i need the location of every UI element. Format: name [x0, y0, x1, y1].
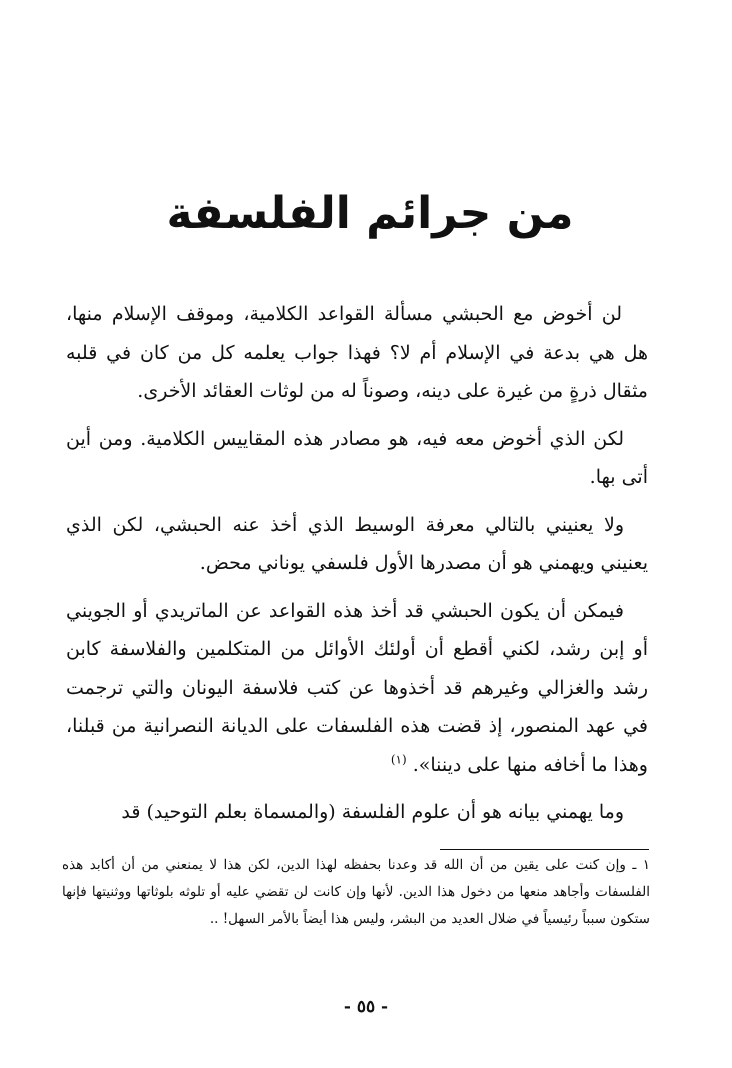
page-number: - ٥٥ -: [343, 997, 389, 1017]
paragraph-2: لكن الذي أخوض معه فيه، هو مصادر هذه المقاييس الكلامية. ومن أين أتى بها.: [66, 427, 648, 488]
footnote-reference: (١): [390, 752, 407, 767]
chapter-title: من جرائم الفلسفة: [166, 188, 574, 239]
paragraph-3: ولا يعنيني بالتالي معرفة الوسيط الذي أخذ عنه الحبشي، لكن الذي يعنيني ويهمني هو أن مصدرها الأول فلسفي يوناني محض.: [66, 513, 648, 574]
paragraph-4: [66, 592, 648, 785]
paragraph-4-text: فيمكن أن يكون الحبشي قد أخذ هذه القواعد عن الماتريدي أو الجويني أو إبن رشد، لكني أقطع أن أولئك الأوائل من المتكلمين والفلاسفة كابن رشد والغزالي وغيرهم قد أخذوها عن كتب فلاسفة اليونان والتي ترجمت في عهد المنصور، إذ قضت هذه الفلسفات على الديانة النصرانية من قبلنا، وهذا ما أخافه منها على ديننا».: [66, 599, 648, 776]
footnote-divider: [440, 849, 649, 850]
paragraph-1: لن أخوض مع الحبشي مسألة القواعد الكلامية، وموقف الإسلام منها، هل هي بدعة في الإسلام أم لا؟ فهذا جواب يعلمه كل من كان في قلبه مثقال ذرةٍ من غيرة على دينه، وصوناً له من لوثات العقائد الأخرى.: [66, 303, 648, 402]
footnote-text: ١ ـ وإن كنت على يقين من أن الله قد وعدنا بحفظه لهذا الدين، لكن هذا لا يمنعني من أن أكابد هذه الفلسفات وأجاهد منعها من دخول هذا الدين. لأنها وإن كانت لن تقضي عليه أو تلوثه بلوثاتها ووثنيتها فإنها ستكون سبباً رئيسياً في ضلال العديد من البشر، وليس هذا أيضاً بالأمر السهل! ..: [62, 857, 650, 927]
paragraph-5: وما يهمني بيانه هو أن علوم الفلسفة (والمسماة بعلم التوحيد) قد: [121, 801, 624, 823]
body-text: [66, 295, 648, 841]
